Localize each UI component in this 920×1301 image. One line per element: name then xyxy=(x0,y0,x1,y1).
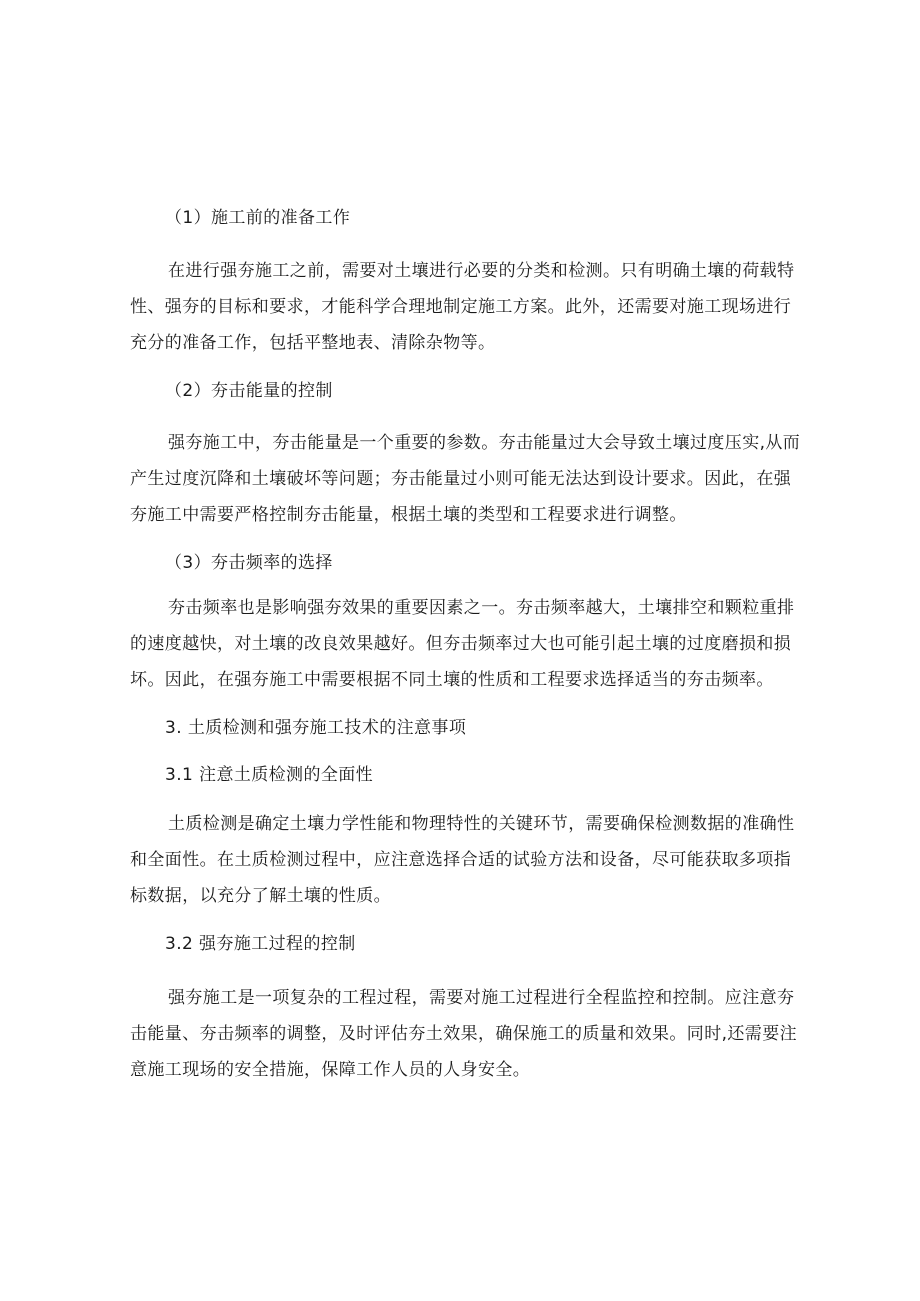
paragraph-3-line-2: 的速度越快，对土壤的改良效果越好。但夯击频率过大也可能引起土壤的过度磨损和损 xyxy=(130,634,792,654)
paragraph-2 xyxy=(130,425,801,533)
paragraph-3-2-line-3: 意施工现场的安全措施，保障工作人员的人身安全。 xyxy=(130,1060,531,1080)
paragraph-3-1 xyxy=(130,806,795,914)
paragraph-3-1-line-2: 和全面性。在土质检测过程中，应注意选择合适的试验方法和设备，尽可能获取多项指 xyxy=(130,850,792,870)
chapter-3-title: 3. 土质检测和强夯施工技术的注意事项 xyxy=(165,718,467,738)
paragraph-3-line-3: 坏。因此，在强夯施工中需要根据不同土壤的性质和工程要求选择适当的夯击频率。 xyxy=(130,670,774,690)
subheading-2 xyxy=(165,373,785,409)
paragraph-3-line-1: 夯击频率也是影响强夯效果的重要因素之一。夯击频率越大，土壤排空和颗粒重排 xyxy=(168,598,795,618)
paragraph-3-1-line-3: 标数据，以充分了解土壤的性质。 xyxy=(130,886,391,906)
subheading-3-text: （3）夯击频率的选择 xyxy=(165,553,333,573)
paragraph-3-2 xyxy=(130,980,798,1088)
subheading-3 xyxy=(165,545,785,581)
paragraph-3-1-line-1: 土质检测是确定土壤力学性能和物理特性的关键环节，需要确保检测数据的准确性 xyxy=(168,814,795,834)
section-3-2-heading xyxy=(165,926,785,962)
paragraph-3-2-line-1: 强夯施工是一项复杂的工程过程，需要对施工过程进行全程监控和控制。应注意夯 xyxy=(168,988,795,1008)
paragraph-1-line-2: 性、强夯的目标和要求，才能科学合理地制定施工方案。此外，还需要对施工现场进行 xyxy=(130,297,792,317)
chapter-3-heading xyxy=(165,710,785,746)
paragraph-2-line-1: 强夯施工中，夯击能量是一个重要的参数。夯击能量过大会导致土壤过度压实,从而 xyxy=(168,433,801,453)
paragraph-3-2-line-2: 击能量、夯击频率的调整，及时评估夯土效果，确保施工的质量和效果。同时,还需要注 xyxy=(130,1024,798,1044)
subheading-2-text: （2）夯击能量的控制 xyxy=(165,381,333,401)
paragraph-2-line-3: 夯施工中需要严格控制夯击能量，根据土壤的类型和工程要求进行调整。 xyxy=(130,505,687,525)
subheading-1-text: （1）施工前的准备工作 xyxy=(165,208,351,228)
subheading-1 xyxy=(165,200,785,236)
paragraph-2-line-2: 产生过度沉降和土壤破坏等问题；夯击能量过小则可能无法达到设计要求。因此，在强 xyxy=(130,469,792,489)
paragraph-3 xyxy=(130,590,795,698)
section-3-2-title: 3.2 强夯施工过程的控制 xyxy=(165,934,356,954)
section-3-1-title: 3.1 注意土质检测的全面性 xyxy=(165,765,374,785)
paragraph-1-line-3: 充分的准备工作，包括平整地表、清除杂物等。 xyxy=(130,333,496,353)
section-3-1-heading xyxy=(165,757,785,793)
paragraph-1 xyxy=(130,253,795,361)
paragraph-1-line-1: 在进行强夯施工之前，需要对土壤进行必要的分类和检测。只有明确土壤的荷载特 xyxy=(168,261,795,281)
